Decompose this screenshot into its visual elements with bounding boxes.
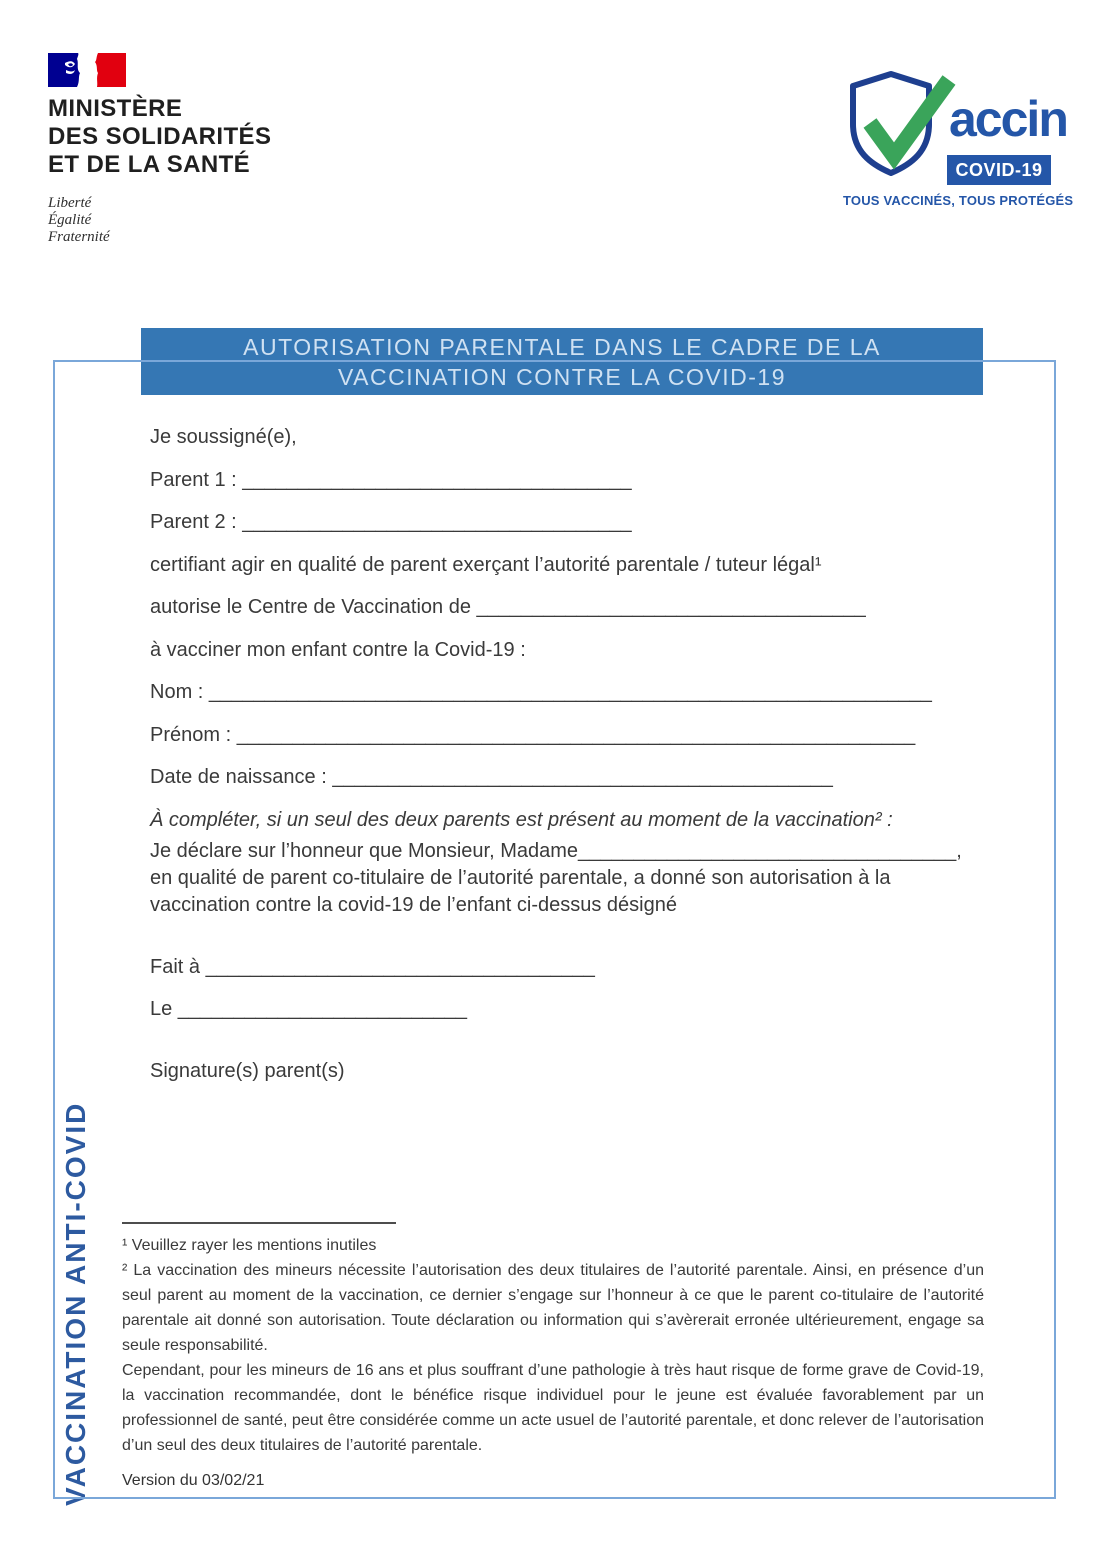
vaccin-wordmark: accin: [949, 91, 1067, 147]
motto-fraternite: Fraternité: [48, 229, 110, 245]
footnote-1: ¹ Veuillez rayer les mentions inutiles: [122, 1237, 377, 1254]
ministry-name: [48, 95, 271, 179]
vaccin-covid-logo: [843, 66, 1074, 216]
french-flag-icon: [48, 53, 126, 87]
child-lastname-field: Nom : _________________________________________________________________: [150, 681, 932, 703]
title-banner: [141, 328, 983, 395]
signature-label: Signature(s) parent(s): [150, 1060, 345, 1082]
child-firstname-field: Prénom : _____________________________________________________________: [150, 723, 916, 746]
title-line2: VACCINATION CONTRE LA COVID-19: [338, 364, 786, 390]
ministry-name-line1: MINISTÈRE: [48, 95, 183, 122]
parent2-field: Parent 2 : ___________________________________: [150, 511, 632, 533]
covid19-badge: COVID-19: [947, 155, 1051, 185]
footnote-3: Cependant, pour les mineurs de 16 ans et plus souffrant d’une pathologie à très haut risque de forme grave de Covid-19, la vaccination recommandée, dont le bénéfice risque individuel pour le jeune est évaluée favorablement par un professionnel de santé, peut être considérée comme un acte usuel de l’autorité parentale, et donc relever de l’autorisation d’un seul des deux titulaires de l’autorité parentale.: [122, 1362, 984, 1454]
motto-liberte: Liberté: [48, 195, 92, 211]
place-field: Fait à ___________________________________: [150, 955, 595, 978]
motto-egalite: Égalité: [48, 212, 92, 228]
version-stamp: Version du 03/02/21: [122, 1472, 265, 1489]
ministry-motto: [48, 195, 271, 246]
title-line1: AUTORISATION PARENTALE DANS LE CADRE DE LA: [243, 334, 881, 360]
ministry-logo: [48, 53, 271, 246]
date-field: Le __________________________: [150, 998, 468, 1020]
ministry-name-line2: DES SOLIDARITÉS: [48, 123, 272, 150]
certify-line: certifiant agir en qualité de parent exerçant l’autorité parentale / tuteur légal¹: [150, 553, 822, 576]
intro-line: Je soussigné(e),: [150, 426, 297, 448]
ministry-name-line3: ET DE LA SANTÉ: [48, 151, 251, 178]
side-label-vaccination-anti-covid: VACCINATION ANTI-COVID: [60, 1101, 91, 1506]
vaccinate-line: à vacciner mon enfant contre la Covid-19 :: [150, 638, 526, 661]
form-body: [150, 424, 980, 1101]
child-birthdate-field: Date de naissance : _____________________________________________: [150, 766, 833, 788]
footnote-2: ² La vaccination des mineurs nécessite l’autorisation des deux titulaires de l’autorité parentale. Ainsi, en présence d’un seul parent au moment de la vaccination, ce dernier s’engage sur l’honneur à ce que le parent co-titulaire de l’autorité parentale ait donné son autorisation. Toute déclaration ou information qui s’avèrerait erronée ultérieurement, engage sa seule responsabilité.: [122, 1262, 984, 1354]
single-parent-note: À compléter, si un seul des deux parents est présent au moment de la vaccination² :: [150, 808, 893, 831]
footnote-divider: [122, 1222, 396, 1224]
vaccin-tagline: TOUS VACCINÉS, TOUS PROTÉGÉS: [843, 193, 1074, 208]
footnotes: [122, 1222, 984, 1458]
vaccination-center-field: autorise le Centre de Vaccination de ___________________________________: [150, 596, 866, 618]
parent1-field: Parent 1 : ___________________________________: [150, 468, 632, 491]
declaration-paragraph: Je déclare sur l’honneur que Monsieur, Madame__________________________________, en qualité de parent co-titulaire de l’autorité parentale, a donné son autorisation à la vaccination contre la covid-19 de l’enfant ci-dessus désigné: [150, 839, 962, 916]
